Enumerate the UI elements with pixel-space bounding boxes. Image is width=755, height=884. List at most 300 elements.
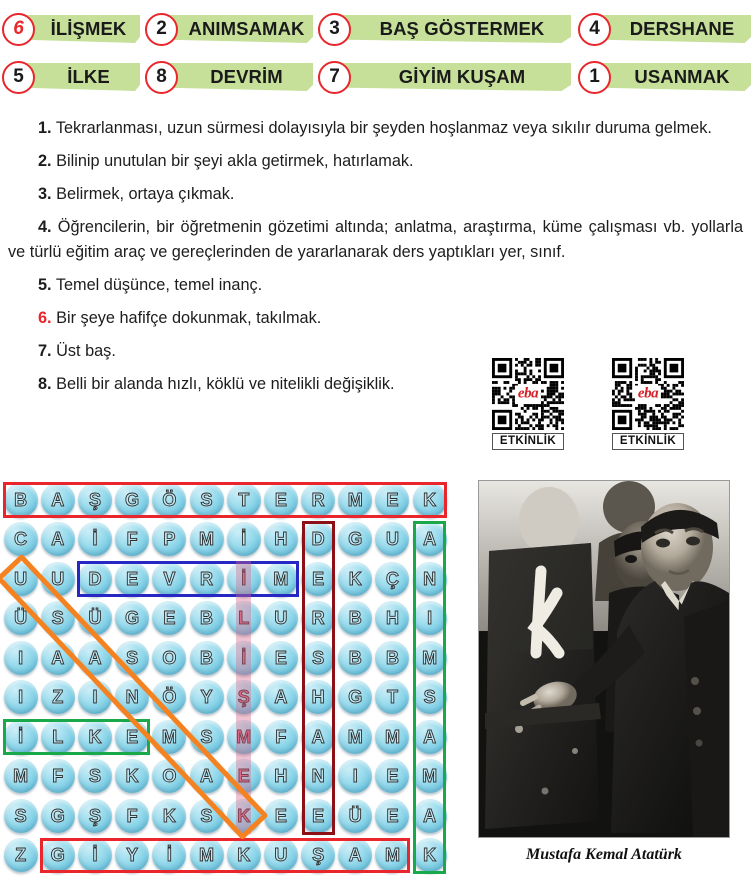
letter-cell-glyph: E	[264, 483, 298, 517]
letter-cell[interactable]	[76, 757, 113, 797]
letter-cell-glyph: B	[375, 641, 409, 675]
word-badge-label: İLKE	[67, 66, 110, 87]
letter-cell-glyph: M	[190, 838, 224, 872]
letter-cell-glyph: R	[301, 601, 335, 635]
letter-cell-glyph: V	[152, 562, 186, 596]
letter-cell[interactable]	[262, 757, 299, 797]
letter-cell[interactable]	[411, 599, 448, 639]
letter-cell-glyph: A	[264, 680, 298, 714]
letter-cell[interactable]	[151, 638, 188, 678]
letter-cell[interactable]	[337, 599, 374, 639]
word-badge[interactable]	[318, 10, 573, 48]
letter-cell-glyph: C	[4, 522, 38, 556]
letter-cell-glyph: M	[338, 720, 372, 754]
letter-cell[interactable]	[188, 678, 225, 718]
definition-text: Bir şeye hafifçe dokunmak, takılmak.	[56, 309, 322, 327]
letter-cell-glyph: Ş	[78, 799, 112, 833]
letter-cell-glyph: A	[338, 838, 372, 872]
letter-cell[interactable]	[2, 520, 39, 560]
letter-cell-glyph: K	[227, 838, 261, 872]
letter-cell-glyph: Ş	[301, 838, 335, 872]
letter-cell[interactable]	[300, 559, 337, 599]
letter-cell[interactable]	[76, 559, 113, 599]
letter-cell-glyph: K	[413, 483, 447, 517]
letter-cell-glyph: P	[152, 522, 186, 556]
letter-cell-glyph: Z	[41, 680, 75, 714]
letter-cell-glyph: B	[190, 601, 224, 635]
letter-cell-glyph: K	[115, 759, 149, 793]
letter-cell[interactable]	[76, 717, 113, 757]
letter-cell-glyph: G	[338, 680, 372, 714]
definition-item	[0, 273, 755, 298]
letter-cell[interactable]	[114, 717, 151, 757]
word-badge-label: DEVRİM	[210, 66, 283, 87]
word-badge[interactable]	[578, 58, 753, 96]
letter-cell-glyph: A	[190, 759, 224, 793]
word-search-puzzle[interactable]	[2, 480, 450, 880]
letter-cell-glyph: S	[301, 641, 335, 675]
letter-cell-glyph: E	[264, 641, 298, 675]
letter-cell-glyph: İ	[227, 562, 261, 596]
photo-caption: Mustafa Kemal Atatürk	[526, 846, 682, 863]
letter-cell-glyph: E	[375, 799, 409, 833]
letter-cell[interactable]	[39, 678, 76, 718]
letter-cell[interactable]	[337, 796, 374, 836]
word-badge-number: 8	[145, 61, 178, 94]
letter-cell-glyph: İ	[78, 838, 112, 872]
letter-cell-glyph: Ö	[152, 483, 186, 517]
letter-cell[interactable]	[39, 599, 76, 639]
definition-text: Üst baş.	[56, 342, 116, 360]
definition-number: 4.	[38, 218, 52, 236]
letter-cell[interactable]	[337, 717, 374, 757]
letter-cell[interactable]	[300, 480, 337, 520]
letter-cell-glyph: İ	[78, 522, 112, 556]
letter-cell[interactable]	[374, 520, 411, 560]
letter-cell[interactable]	[337, 638, 374, 678]
letter-cell[interactable]	[188, 559, 225, 599]
letter-cell[interactable]	[225, 796, 262, 836]
definition-item	[0, 215, 755, 265]
letter-cell[interactable]	[374, 599, 411, 639]
qr-code-caption: ETKİNLİK	[612, 433, 684, 450]
letter-cell-glyph: E	[152, 601, 186, 635]
letter-cell-glyph: O	[152, 641, 186, 675]
letter-cell[interactable]	[188, 796, 225, 836]
letter-cell-glyph: E	[227, 759, 261, 793]
definition-text: Temel düşünce, temel inanç.	[55, 276, 263, 294]
letter-cell[interactable]	[114, 796, 151, 836]
letter-cell[interactable]	[411, 559, 448, 599]
letter-cell[interactable]	[337, 559, 374, 599]
letter-cell-glyph: U	[4, 562, 38, 596]
word-badge[interactable]	[318, 58, 573, 96]
letter-cell-glyph: K	[413, 838, 447, 872]
letter-cell[interactable]	[151, 757, 188, 797]
letter-cell[interactable]	[374, 757, 411, 797]
letter-cell[interactable]	[262, 638, 299, 678]
letter-cell-glyph: O	[152, 759, 186, 793]
letter-cell-glyph: B	[338, 601, 372, 635]
letter-cell[interactable]	[300, 796, 337, 836]
letter-cell-glyph: E	[301, 562, 335, 596]
letter-cell[interactable]	[2, 757, 39, 797]
letter-cell-glyph: M	[190, 522, 224, 556]
letter-grid	[2, 480, 448, 875]
qr-code-item[interactable]	[492, 358, 564, 470]
definition-item	[0, 116, 755, 141]
letter-cell-glyph: A	[41, 641, 75, 675]
letter-cell-glyph: E	[375, 759, 409, 793]
letter-cell-glyph: G	[115, 483, 149, 517]
letter-cell[interactable]	[262, 796, 299, 836]
letter-cell-glyph: I	[4, 680, 38, 714]
letter-cell-glyph: E	[115, 562, 149, 596]
letter-cell[interactable]	[76, 480, 113, 520]
letter-cell[interactable]	[300, 520, 337, 560]
letter-cell-glyph: M	[338, 483, 372, 517]
letter-cell[interactable]	[411, 480, 448, 520]
letter-cell-glyph: Ş	[227, 680, 261, 714]
word-badge-label: GİYİM KUŞAM	[398, 66, 526, 87]
letter-cell-glyph: R	[190, 562, 224, 596]
word-badge-number: 1	[578, 61, 611, 94]
letter-cell[interactable]	[262, 559, 299, 599]
letter-cell[interactable]	[300, 599, 337, 639]
letter-cell[interactable]	[225, 717, 262, 757]
letter-cell-glyph: Ü	[338, 799, 372, 833]
letter-cell-glyph: B	[338, 641, 372, 675]
letter-cell[interactable]	[76, 678, 113, 718]
definition-number: 5.	[38, 276, 52, 294]
photo-block	[478, 480, 730, 864]
letter-cell[interactable]	[225, 480, 262, 520]
letter-cell[interactable]	[39, 717, 76, 757]
letter-cell[interactable]	[374, 717, 411, 757]
letter-cell[interactable]	[225, 599, 262, 639]
letter-cell-glyph: N	[115, 680, 149, 714]
letter-cell[interactable]	[151, 796, 188, 836]
letter-cell-glyph: H	[301, 680, 335, 714]
word-badge-number: 2	[145, 13, 178, 46]
letter-cell[interactable]	[39, 480, 76, 520]
letter-cell[interactable]	[188, 638, 225, 678]
letter-cell-glyph: K	[227, 799, 261, 833]
letter-cell-glyph: E	[115, 720, 149, 754]
letter-cell[interactable]	[76, 638, 113, 678]
letter-cell-glyph: Ü	[78, 601, 112, 635]
letter-cell-glyph: B	[190, 641, 224, 675]
letter-cell-glyph: Z	[4, 838, 38, 872]
letter-cell[interactable]	[151, 678, 188, 718]
letter-cell-glyph: U	[264, 838, 298, 872]
letter-cell[interactable]	[151, 559, 188, 599]
letter-cell[interactable]	[76, 520, 113, 560]
letter-cell-glyph: D	[78, 562, 112, 596]
letter-cell[interactable]	[114, 638, 151, 678]
letter-cell[interactable]	[114, 520, 151, 560]
letter-cell-glyph: İ	[4, 720, 38, 754]
letter-cell-glyph: S	[190, 720, 224, 754]
word-badge[interactable]	[2, 10, 142, 48]
letter-cell[interactable]	[300, 836, 337, 876]
letter-cell-glyph: Ç	[375, 562, 409, 596]
letter-cell-glyph: A	[301, 720, 335, 754]
letter-cell-glyph: N	[413, 562, 447, 596]
letter-cell[interactable]	[2, 559, 39, 599]
letter-cell[interactable]	[300, 757, 337, 797]
letter-cell-glyph: Y	[115, 838, 149, 872]
letter-cell-glyph: M	[264, 562, 298, 596]
letter-cell[interactable]	[337, 757, 374, 797]
letter-cell[interactable]	[114, 678, 151, 718]
word-badge-label: USANMAK	[634, 66, 730, 87]
letter-cell[interactable]	[411, 638, 448, 678]
letter-cell-glyph: A	[413, 522, 447, 556]
letter-cell[interactable]	[114, 599, 151, 639]
letter-cell[interactable]	[2, 480, 39, 520]
letter-cell[interactable]	[374, 836, 411, 876]
letter-cell[interactable]	[114, 559, 151, 599]
letter-cell[interactable]	[2, 599, 39, 639]
letter-cell-glyph: F	[115, 522, 149, 556]
letter-cell[interactable]	[411, 796, 448, 836]
letter-cell-glyph: I	[413, 601, 447, 635]
letter-cell[interactable]	[39, 520, 76, 560]
definition-number: 1.	[38, 119, 52, 137]
letter-cell[interactable]	[262, 480, 299, 520]
letter-cell[interactable]	[337, 678, 374, 718]
letter-cell-glyph: I	[338, 759, 372, 793]
letter-cell[interactable]	[114, 836, 151, 876]
letter-cell-glyph: Ş	[78, 483, 112, 517]
letter-cell[interactable]	[188, 480, 225, 520]
word-badge-list	[0, 4, 755, 104]
letter-cell-glyph: M	[4, 759, 38, 793]
letter-cell-glyph: E	[375, 483, 409, 517]
letter-cell[interactable]	[114, 757, 151, 797]
definition-text: Belirmek, ortaya çıkmak.	[56, 185, 235, 203]
letter-cell[interactable]	[188, 599, 225, 639]
letter-cell[interactable]	[374, 796, 411, 836]
definition-item	[0, 306, 755, 331]
letter-cell-glyph: A	[78, 641, 112, 675]
letter-cell[interactable]	[2, 836, 39, 876]
letter-cell[interactable]	[76, 796, 113, 836]
letter-cell-glyph: K	[152, 799, 186, 833]
definition-item	[0, 182, 755, 207]
definition-number: 2.	[38, 152, 52, 170]
word-badge[interactable]	[145, 10, 315, 48]
definition-text: Tekrarlanması, uzun sürmesi dolayısıyla bir şeyden hoşlanmaz veya sıkılır duruma gelmek.	[55, 119, 712, 137]
letter-cell[interactable]	[2, 638, 39, 678]
letter-cell-glyph: L	[227, 601, 261, 635]
letter-cell[interactable]	[411, 717, 448, 757]
letter-cell[interactable]	[411, 836, 448, 876]
letter-cell[interactable]	[262, 836, 299, 876]
letter-cell[interactable]	[262, 599, 299, 639]
letter-cell[interactable]	[225, 520, 262, 560]
letter-cell[interactable]	[188, 520, 225, 560]
letter-cell[interactable]	[262, 678, 299, 718]
definition-number: 8.	[38, 375, 52, 393]
qr-code-caption: ETKİNLİK	[492, 433, 564, 450]
letter-cell-glyph: S	[78, 759, 112, 793]
qr-code-item[interactable]	[612, 358, 684, 470]
letter-cell[interactable]	[374, 480, 411, 520]
letter-cell[interactable]	[151, 717, 188, 757]
letter-cell-glyph: İ	[227, 641, 261, 675]
letter-cell[interactable]	[374, 678, 411, 718]
letter-cell-glyph: Ü	[4, 601, 38, 635]
letter-cell-glyph: A	[413, 720, 447, 754]
letter-cell-glyph: M	[227, 720, 261, 754]
letter-cell-glyph: M	[152, 720, 186, 754]
word-badge-number: 4	[578, 13, 611, 46]
word-badge-label: BAŞ GÖSTERMEK	[379, 18, 545, 39]
letter-cell-glyph: S	[115, 641, 149, 675]
letter-cell[interactable]	[300, 638, 337, 678]
letter-cell[interactable]	[225, 757, 262, 797]
letter-cell-glyph: İ	[227, 522, 261, 556]
letter-cell-glyph: T	[375, 680, 409, 714]
letter-cell-glyph: M	[375, 720, 409, 754]
word-badge[interactable]	[2, 58, 142, 96]
letter-cell[interactable]	[188, 757, 225, 797]
ataturk-photo	[478, 480, 730, 838]
letter-cell-glyph: S	[190, 799, 224, 833]
eba-logo: eba	[635, 386, 661, 403]
letter-cell-glyph: N	[301, 759, 335, 793]
definition-text: Belli bir alanda hızlı, köklü ve nitelikli değişiklik.	[56, 375, 395, 393]
definition-text: Bilinip unutulan bir şeyi akla getirmek, hatırlamak.	[56, 152, 414, 170]
letter-cell[interactable]	[39, 796, 76, 836]
letter-cell-glyph: G	[41, 838, 75, 872]
letter-cell[interactable]	[337, 480, 374, 520]
letter-cell-glyph: I	[78, 680, 112, 714]
letter-cell-glyph: A	[413, 799, 447, 833]
letter-cell[interactable]	[114, 480, 151, 520]
letter-cell[interactable]	[188, 717, 225, 757]
letter-cell-glyph: K	[338, 562, 372, 596]
qr-code-image[interactable]	[492, 358, 564, 430]
word-badge-label: DERSHANE	[629, 18, 735, 39]
letter-cell-glyph: M	[413, 641, 447, 675]
letter-cell[interactable]	[151, 520, 188, 560]
letter-cell-glyph: E	[301, 799, 335, 833]
letter-cell-glyph: E	[264, 799, 298, 833]
letter-cell-glyph: Y	[190, 680, 224, 714]
letter-cell[interactable]	[225, 836, 262, 876]
definition-number: 3.	[38, 185, 52, 203]
word-badge-number: 7	[318, 61, 351, 94]
letter-cell-glyph: L	[41, 720, 75, 754]
letter-cell[interactable]	[2, 717, 39, 757]
letter-cell-glyph: H	[375, 601, 409, 635]
letter-cell-glyph: S	[41, 601, 75, 635]
letter-cell[interactable]	[39, 638, 76, 678]
letter-cell[interactable]	[2, 796, 39, 836]
letter-cell-glyph: F	[115, 799, 149, 833]
letter-cell-glyph: G	[115, 601, 149, 635]
letter-cell[interactable]	[411, 520, 448, 560]
letter-cell[interactable]	[374, 559, 411, 599]
eba-logo: eba	[515, 386, 541, 403]
letter-cell-glyph: G	[338, 522, 372, 556]
ataturk-photo-illustration	[479, 481, 729, 837]
letter-cell[interactable]	[411, 678, 448, 718]
letter-cell[interactable]	[39, 836, 76, 876]
letter-cell-glyph: B	[4, 483, 38, 517]
letter-cell[interactable]	[151, 480, 188, 520]
letter-cell[interactable]	[2, 678, 39, 718]
letter-cell-glyph: F	[264, 720, 298, 754]
letter-cell[interactable]	[151, 599, 188, 639]
letter-cell-glyph: U	[41, 562, 75, 596]
letter-cell[interactable]	[151, 836, 188, 876]
word-badge[interactable]	[145, 58, 315, 96]
word-badge-number: 5	[2, 61, 35, 94]
definition-number: 6.	[38, 309, 52, 327]
letter-cell[interactable]	[300, 717, 337, 757]
letter-cell-glyph: S	[4, 799, 38, 833]
letter-cell-glyph: K	[78, 720, 112, 754]
letter-cell[interactable]	[374, 638, 411, 678]
letter-cell-glyph: M	[413, 759, 447, 793]
letter-cell-glyph: Ö	[152, 680, 186, 714]
letter-cell-glyph: U	[375, 522, 409, 556]
letter-cell[interactable]	[76, 836, 113, 876]
letter-cell-glyph: F	[41, 759, 75, 793]
letter-cell[interactable]	[225, 559, 262, 599]
word-badge[interactable]	[578, 10, 753, 48]
word-badge-label: İLİŞMEK	[50, 18, 127, 39]
letter-cell-glyph: S	[190, 483, 224, 517]
word-badge-number: 6	[2, 13, 35, 46]
letter-cell[interactable]	[225, 638, 262, 678]
qr-code-group	[492, 358, 742, 470]
letter-cell-glyph: H	[264, 522, 298, 556]
letter-cell[interactable]	[76, 599, 113, 639]
letter-cell[interactable]	[39, 757, 76, 797]
letter-cell-glyph: A	[41, 483, 75, 517]
definition-item	[0, 149, 755, 174]
qr-code-image[interactable]	[612, 358, 684, 430]
letter-cell-glyph: U	[264, 601, 298, 635]
letter-cell[interactable]	[411, 757, 448, 797]
letter-cell[interactable]	[188, 836, 225, 876]
letter-cell-glyph: I	[4, 641, 38, 675]
letter-cell-glyph: G	[41, 799, 75, 833]
letter-cell[interactable]	[300, 678, 337, 718]
letter-cell-glyph: H	[264, 759, 298, 793]
letter-cell-glyph: S	[413, 680, 447, 714]
letter-cell[interactable]	[262, 520, 299, 560]
letter-cell[interactable]	[39, 559, 76, 599]
letter-cell-glyph: R	[301, 483, 335, 517]
letter-cell[interactable]	[337, 836, 374, 876]
word-badge-number: 3	[318, 13, 351, 46]
letter-cell-glyph: A	[41, 522, 75, 556]
letter-cell[interactable]	[262, 717, 299, 757]
letter-cell-glyph: D	[301, 522, 335, 556]
definition-number: 7.	[38, 342, 52, 360]
letter-cell[interactable]	[337, 520, 374, 560]
letter-cell-glyph: T	[227, 483, 261, 517]
letter-cell-glyph: M	[375, 838, 409, 872]
definition-text: Öğrencilerin, bir öğretmenin gözetimi altında; anlatma, araştırma, küme çalışması vb. yollarla ve türlü eğitim araç ve gereçlerinden de yararlanarak ders yaptıkları yer, sınıf.	[8, 218, 743, 261]
letter-cell[interactable]	[225, 678, 262, 718]
